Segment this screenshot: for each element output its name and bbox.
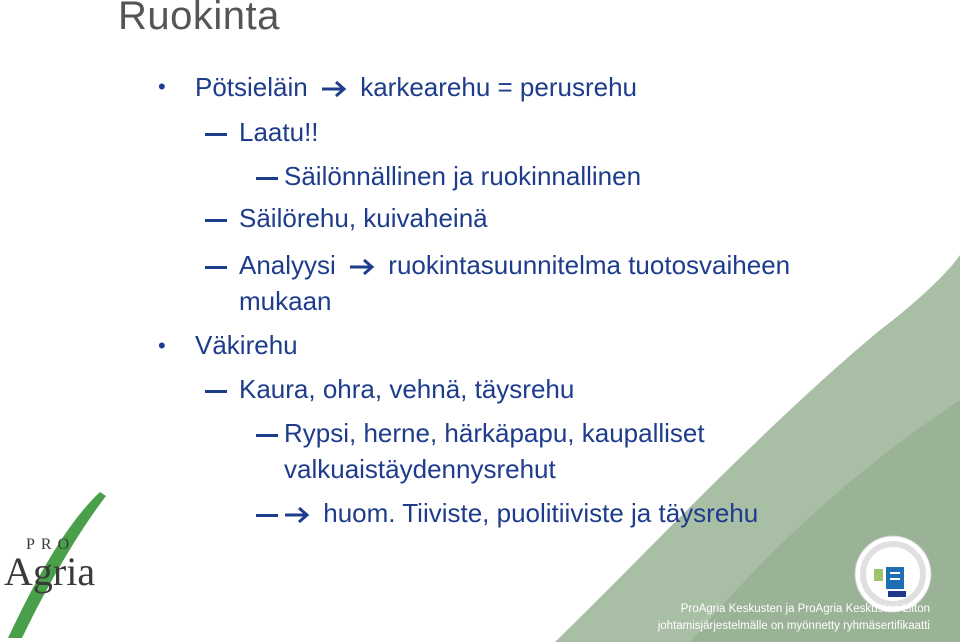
item-vakirehu: Väkirehu xyxy=(195,330,298,360)
dash-marker xyxy=(205,133,227,136)
item-laatu: Laatu!! xyxy=(239,117,319,147)
bullet-dot: • xyxy=(158,74,166,99)
dash-marker xyxy=(256,514,278,517)
dash-marker xyxy=(256,177,278,180)
item-rypsi: Rypsi, herne, härkäpapu, kaupalliset xyxy=(284,418,705,448)
dash-marker xyxy=(205,390,227,393)
footer-line-2: johtamisjärjestelmälle on myönnetty ryhmäsertifikaatti xyxy=(657,620,930,632)
item-analyysi: Analyysi ruokintasuunnitelma tuotosvaiheen xyxy=(239,250,791,280)
item-sailonnallinen: Säilönnällinen ja ruokinnallinen xyxy=(284,161,642,191)
item-analyysi-continuation: mukaan xyxy=(239,286,332,316)
arrow-right-icon xyxy=(349,258,375,276)
arrow-right-icon xyxy=(321,80,347,98)
item-sailorehu: Säilörehu, kuivaheinä xyxy=(239,203,488,233)
dash-marker xyxy=(205,266,227,269)
item-potsielain: Pötsieläin karkearehu = perusrehu xyxy=(195,72,637,102)
arrow-right-icon xyxy=(284,506,310,524)
item-huom: huom. Tiiviste, puolitiiviste ja täysrehu xyxy=(284,498,758,528)
bullet-dot: • xyxy=(158,333,166,358)
footer-line-1: ProAgria Keskusten ja ProAgria Keskusten Liiton xyxy=(680,603,930,615)
item-kaura: Kaura, ohra, vehnä, täysrehu xyxy=(239,374,575,404)
dash-marker xyxy=(256,434,278,437)
logo-agria-text: Agria xyxy=(4,549,96,594)
dash-marker xyxy=(205,219,227,222)
item-rypsi-continuation: valkuaistäydennysrehut xyxy=(284,454,556,484)
logo-pro-text: PRO xyxy=(26,536,76,553)
slide-title: Ruokinta xyxy=(118,0,280,38)
